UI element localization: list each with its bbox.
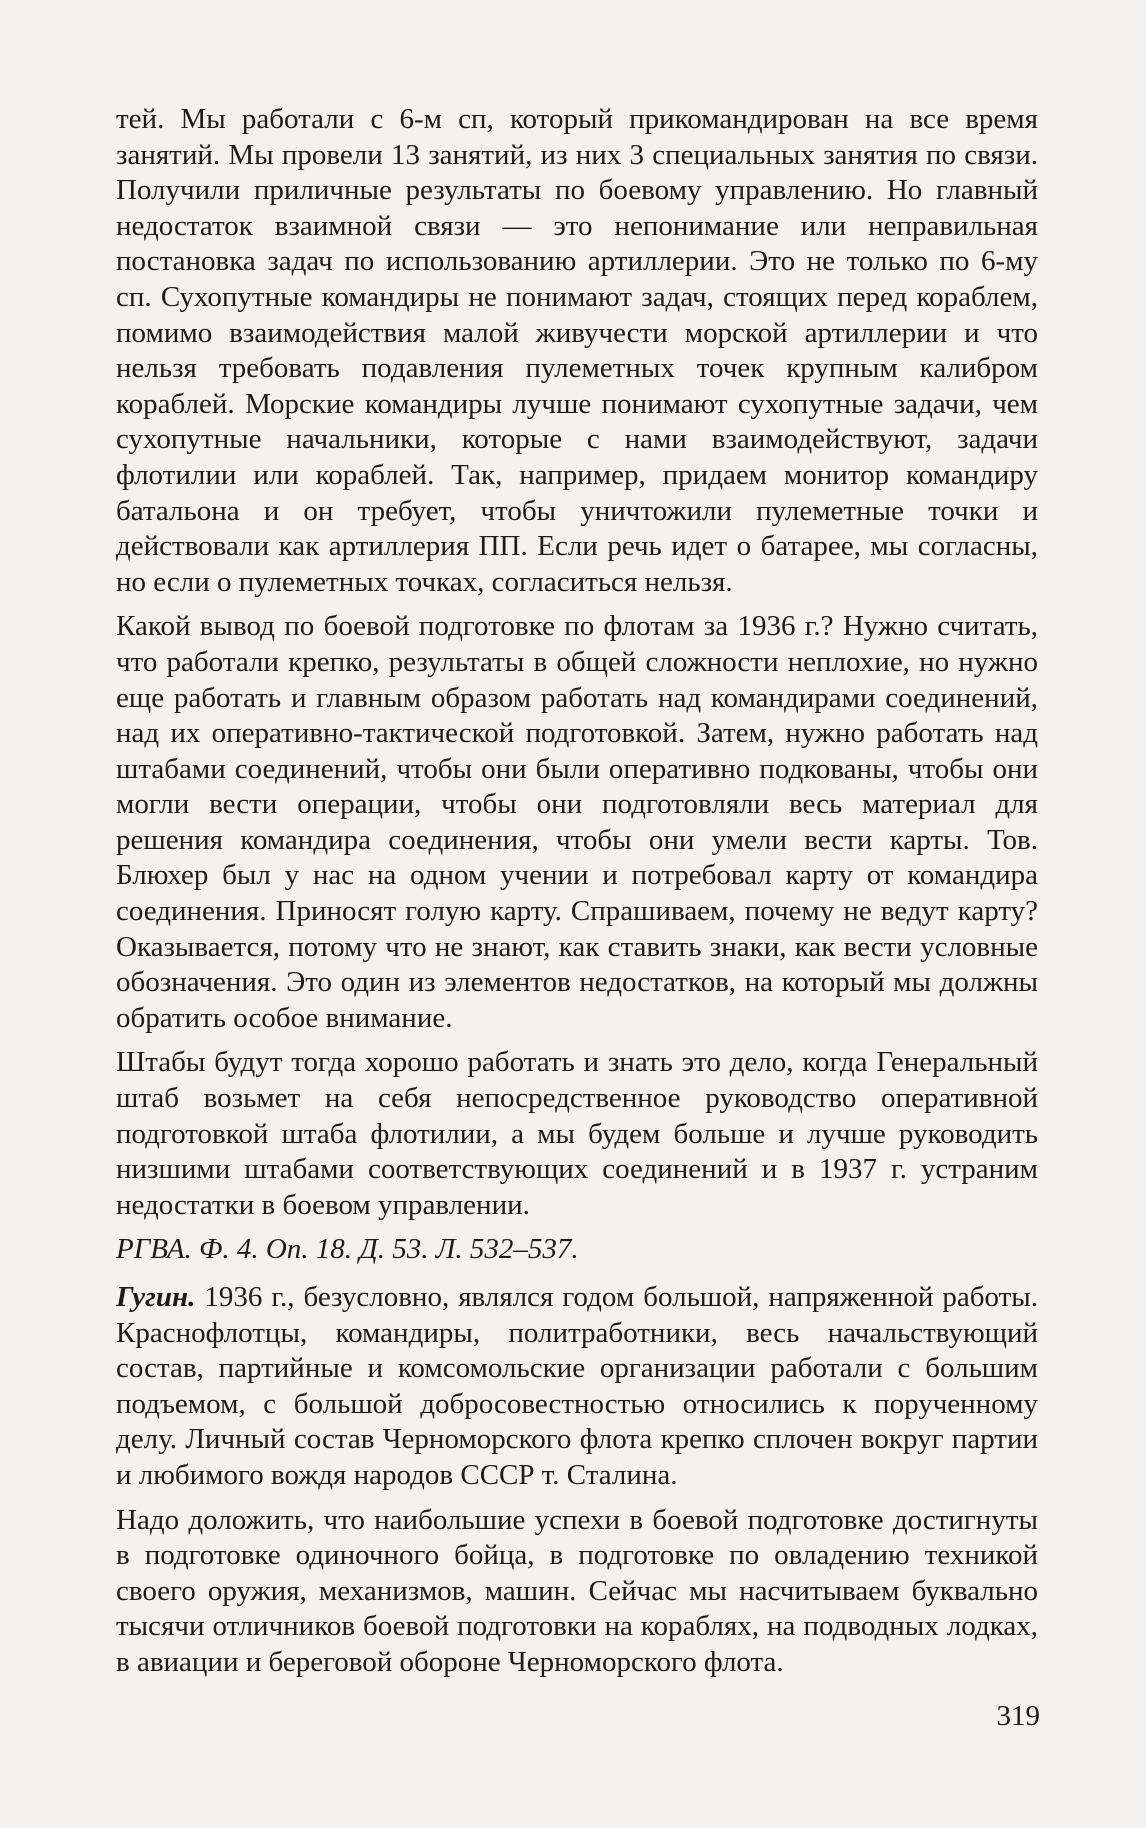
speech-paragraph xyxy=(116,1280,1038,1494)
paragraph-3: Штабы будут тогда хорошо работать и знать это дело, когда Генеральный штаб возьмет на себя непосредственное руководство оперативной подготовкой штаба флотилии, а мы будем больше и лучше руководить низшими штабами соответствующих соединений и в 1937 г. устраним недостатки в боевом управлении. xyxy=(116,1046,1038,1221)
archive-reference: РГВА. Ф. 4. Оп. 18. Д. 53. Л. 532–537. xyxy=(116,1233,579,1266)
final-paragraph: Надо доложить, что наибольшие успехи в боевой подготовке достигнуты в подготовке одиночного бойца, в подготовке по овладению техникой своего оружия, механизмов, машин. Сейчас мы насчитываем буквально тысячи отличников боевой подготовки на кораблях, на подводных лодках, в авиации и береговой обороне Черноморского флота. xyxy=(116,1503,1038,1678)
speech-text: 1936 г., безусловно, являлся годом большой, напряженной работы. Краснофлотцы, командиры, политработники, весь начальствующий состав, партийные и комсомольские организации работали с большим подъемом, с большой добросовестностью относились к порученному делу. Личный состав Черноморского флота крепко сплочен вокруг партии и любимого вождя народов СССР т. Сталина. xyxy=(116,1281,1038,1491)
page-number: 319 xyxy=(996,1700,1040,1732)
paragraph-2: Какой вывод по боевой подготовке по флотам за 1936 г.? Нужно считать, что работали крепко, результаты в общей сложности неплохие, но нужно еще работать и главным образом работать над командирами соединений, над их оперативно-тактической подготовкой. Затем, нужно работать над штабами соединений, чтобы они были оперативно подкованы, чтобы они могли вести операции, чтобы они подготовляли весь материал для решения командира соединения, чтобы они умели вести карты. Тов. Блюхер был у нас на одном учении и потребовал карту от командира соединения. Приносят голую карту. Спрашиваем, почему не ведут карту? Оказывается, потому что не знают, как ставить знаки, как вести условные обозначения. Это один из элементов недостатков, на который мы должны обратить особое внимание. xyxy=(116,610,1038,1034)
speaker-name: Гугин. xyxy=(116,1281,196,1313)
paragraph-1: тей. Мы работали с 6-м сп, который прикомандирован на все время занятий. Мы провели 13 занятий, из них 3 специальных занятия по связи. Получили приличные результаты по боевому управлению. Но главный недостаток взаимной связи — это непонимание или неправильная постановка задач по использованию артиллерии. Это не только по 6-му сп. Сухопутные командиры не понимают задач, стоящих перед кораблем, помимо взаимодействия малой живучести морской артиллерии и что нельзя требовать подавления пулеметных точек крупным калибром кораблей. Морские командиры лучше понимают сухопутные задачи, чем сухопутные начальники, которые с нами взаимодействуют, задачи флотилии или кораблей. Так, например, придаем монитор командиру батальона и он требует, чтобы уничтожили пулеметные точки и действовали как артиллерия ПП. Если речь идет о батарее, мы согласны, но если о пулеметных точках, согласиться нельзя. xyxy=(116,103,1038,598)
page-body xyxy=(116,102,1038,1690)
